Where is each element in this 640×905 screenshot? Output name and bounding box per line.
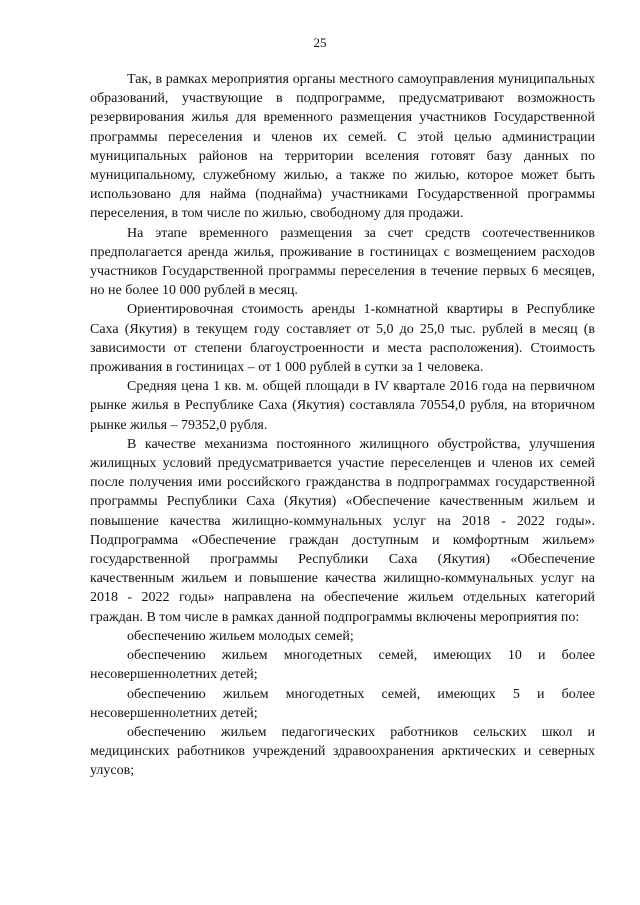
page-number: 25 (313, 35, 327, 50)
list-item-large-families-10: обеспечению жильем многодетных семей, имеющих 10 и более несовершеннолетних детей; (90, 648, 595, 683)
list-item-large-families-5: обеспечению жильем многодетных семей, имеющих 5 и более несовершеннолетних детей; (90, 686, 595, 721)
list-item-young-families: обеспечению жильем молодых семей; (127, 628, 354, 644)
paragraph-permanent-housing: В качестве механизма постоянного жилищного обустройства, улучшения жилищных условий предусматривается участие переселенцев и членов их семей после получения ими российского гражданства в подпрограммах государственной программы Республики Саха (Якутия) «Обеспечение качественным жильем и повышение качества жилищно-коммунальных услуг на 2018 - 2022 годы». Подпрограмма «Обеспечение граждан доступным и комфортным жильем» государственной программы Республики Саха (Якутия) «Обеспечение качественным жильем и повышение качества жилищно-коммунальных услуг на 2018 - 2022 годы» направлена на обеспечение жильем отдельных категорий граждан. В том числе в рамках данной подпрограммы включены мероприятия по: (90, 436, 595, 625)
paragraph-rent-cost: Ориентировочная стоимость аренды 1-комнатной квартиры в Республике Саха (Якутия) в текущем году составляет от 5,0 до 25,0 тыс. рублей в месяц (в зависимости от степени благоустроенности и места расположения). Стоимость проживания в гостиницах – от 1 000 рублей в сутки за 1 человека. (90, 302, 595, 376)
list-item-teachers-medics: обеспечению жильем педагогических работников сельских школ и медицинских работников учреждений здравоохранения арктических и северных улусов; (90, 724, 595, 779)
document-body (90, 70, 595, 781)
paragraph-average-price: Средняя цена 1 кв. м. общей площади в IV квартале 2016 года на первичном рынке жилья в Республике Саха (Якутия) составляла 70554,0 рубля, на вторичном рынке жилья – 79352,0 рубля. (90, 379, 595, 433)
paragraph-temporary-placement-costs: На этапе временного размещения за счет средств соотечественников предполагается аренда жилья, проживание в гостиницах с возмещением расходов участников Государственной программы переселения в течение первых 6 месяцев, но не более 10 000 рублей в месяц. (90, 225, 595, 299)
paragraph-temporary-housing-reserve: Так, в рамках мероприятия органы местного самоуправления муниципальных образований, участвующие в подпрограмме, предусматривают возможность резервирования жилья для временного размещения участников Государственной программы переселения и членов их семей. С этой целью администрации муниципальных районов на территории вселения готовят базу данных по муниципальному, служебному жилью, а также по жилью, которое может быть использовано для найма (поднайма) участниками Государственной программы переселения, в том числе по жилью, свободному для продажи. (90, 72, 595, 222)
